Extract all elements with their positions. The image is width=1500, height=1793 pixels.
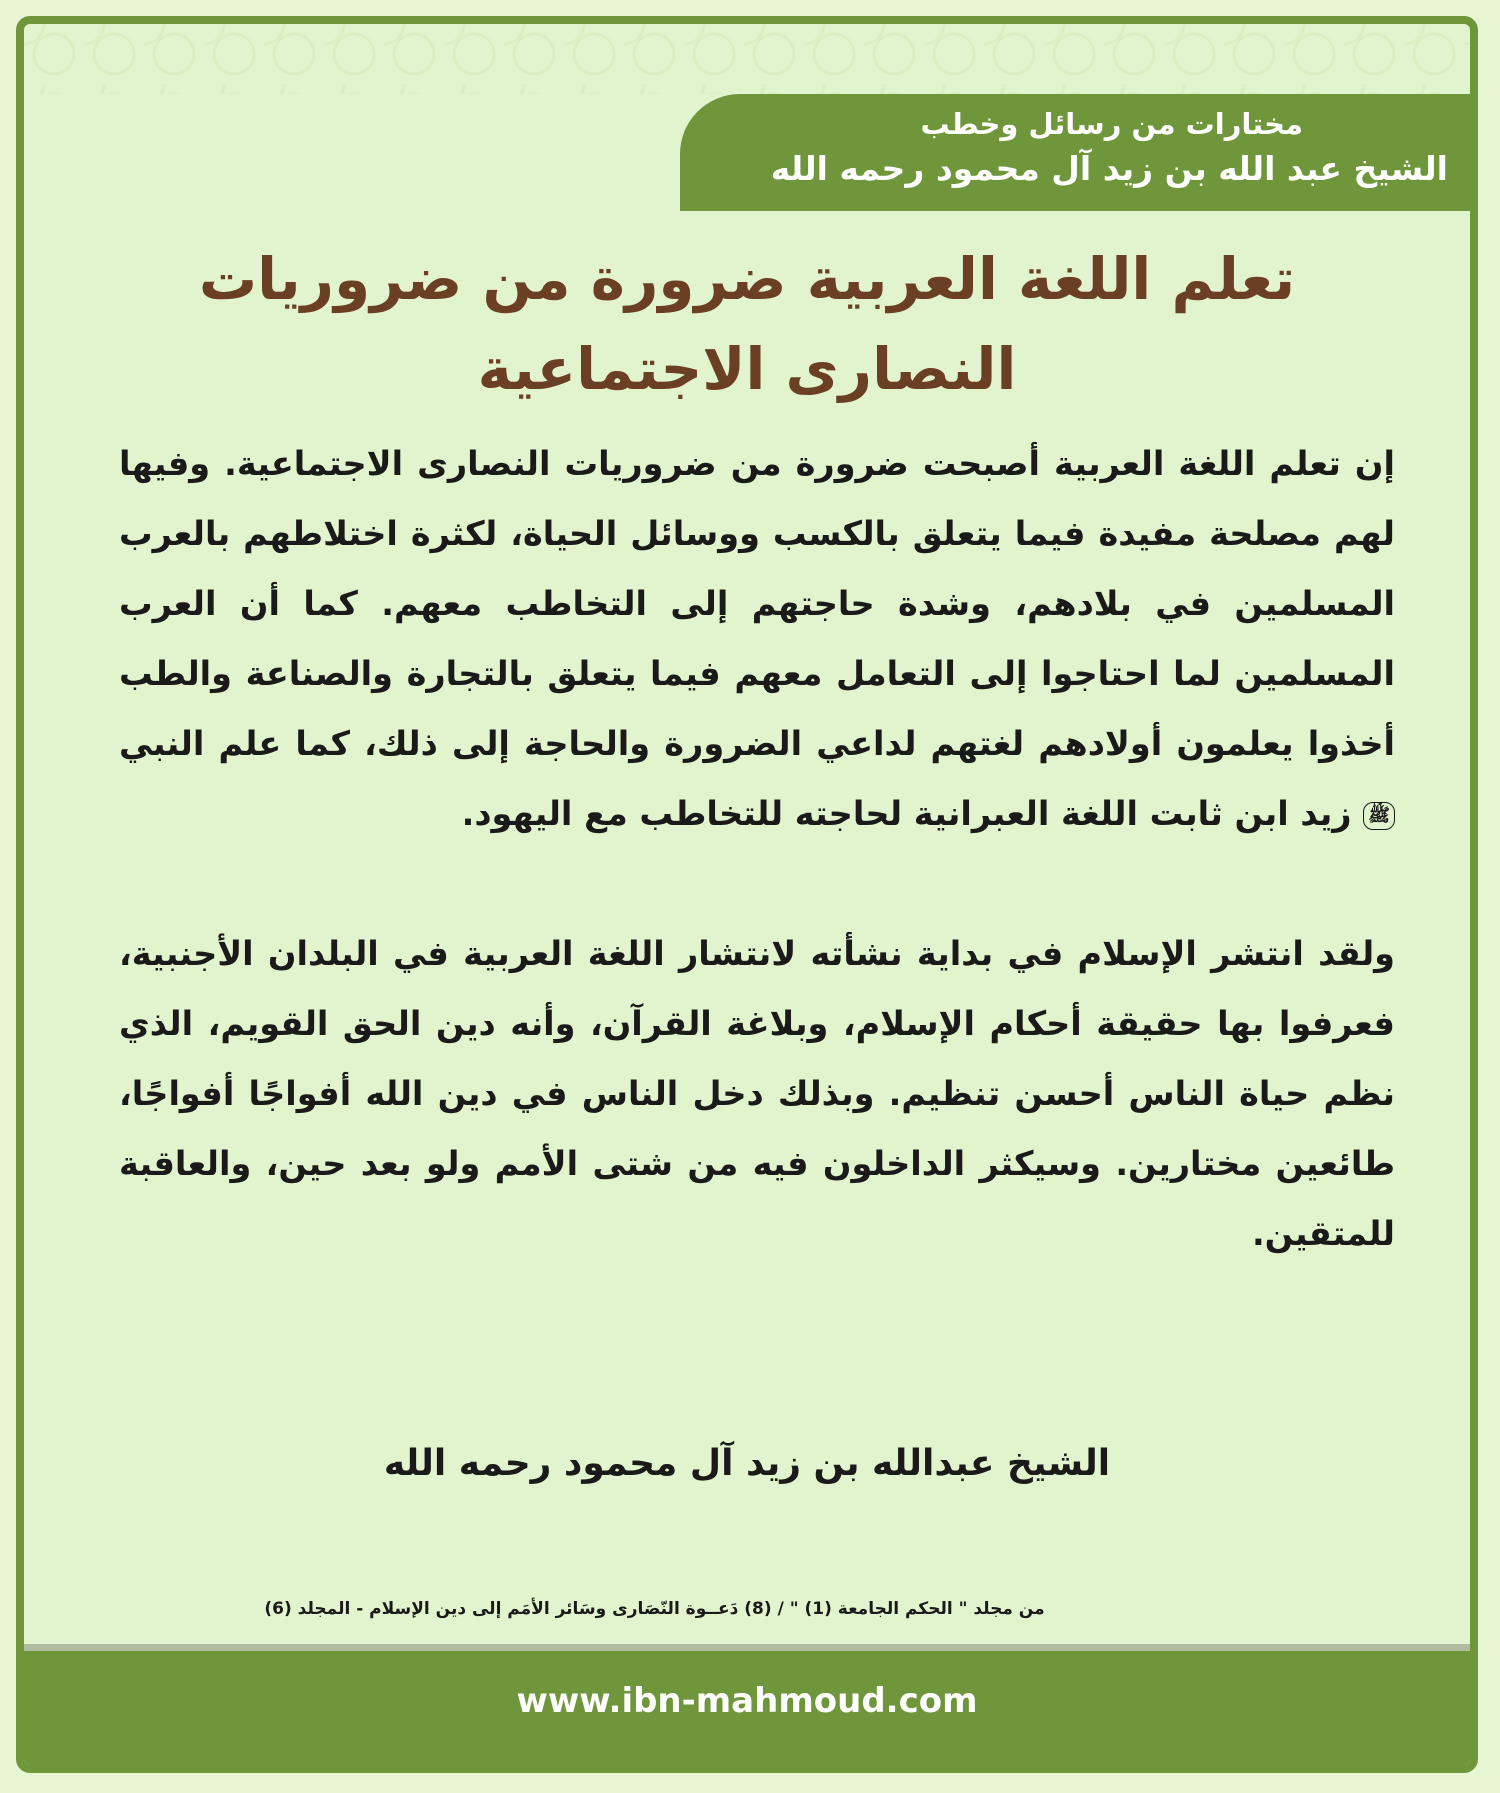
- decorative-pattern: [24, 24, 1470, 94]
- header-author: الشيخ عبد الله بن زيد آل محمود رحمه الله: [770, 149, 1448, 188]
- article-title-line1: تعلم اللغة العربية ضرورة من ضروريات: [198, 245, 1296, 313]
- salawat-icon: ﷺ: [1363, 802, 1395, 830]
- website-link[interactable]: www.ibn-mahmoud.com: [516, 1681, 978, 1721]
- header-series-title: مختارات من رسائل وخطب: [920, 107, 1303, 141]
- header-band: [680, 94, 1470, 211]
- page-frame: [16, 16, 1478, 1773]
- paragraph-1: [119, 429, 1395, 849]
- footer-bar: [24, 1651, 1470, 1765]
- paragraph-1-part-1: إن تعلم اللغة العربية أصبحت ضرورة من ضروريات النصارى الاجتماعية. وفيها لهم مصلحة مفيدة فيما يتعلق بالكسب ووسائل الحياة، لكثرة اختلاطهم بالعرب المسلمين في بلادهم، وشدة حاجتهم إلى التخاطب معهم. كما أن العرب المسلمين لما احتاجوا إلى التعامل معهم فيما يتعلق بالتجارة والصناعة والطب أخذوا يعلمون أولادهم لغتهم لداعي الضرورة والحاجة إلى ذلك، كما علم النبي: [119, 444, 1395, 763]
- paragraph-2: ولقد انتشر الإسلام في بداية نشأته لانتشار اللغة العربية في البلدان الأجنبية، فعرفوا بها حقيقة أحكام الإسلام، وبلاغة القرآن، وأنه دين الحق القويم، الذي نظم حياة الناس أحسن تنظيم. وبذلك دخل الناس في دين الله أفواجًا أفواجًا، طائعين مختارين. وسيكثر الداخلون فيه من شتى الأمم ولو بعد حين، والعاقبة للمتقين.: [119, 934, 1395, 1253]
- footer-divider: [24, 1644, 1470, 1651]
- article-title: [64, 234, 1430, 414]
- article-body: [119, 429, 1395, 1269]
- article-title-line2: النصارى الاجتماعية: [477, 335, 1017, 403]
- author-signature: الشيخ عبدالله بن زيد آل محمود رحمه الله: [383, 1443, 1111, 1484]
- source-citation: من مجلد " الحكم الجامعة (1) " / (8) دَعــوة النّصَارى وسَائر الأمَم إلى دين الإسلام - المجلد (6): [264, 1599, 1045, 1619]
- paragraph-1-part-2: زيد ابن ثابت اللغة العبرانية لحاجته للتخاطب مع اليهود.: [461, 794, 1352, 833]
